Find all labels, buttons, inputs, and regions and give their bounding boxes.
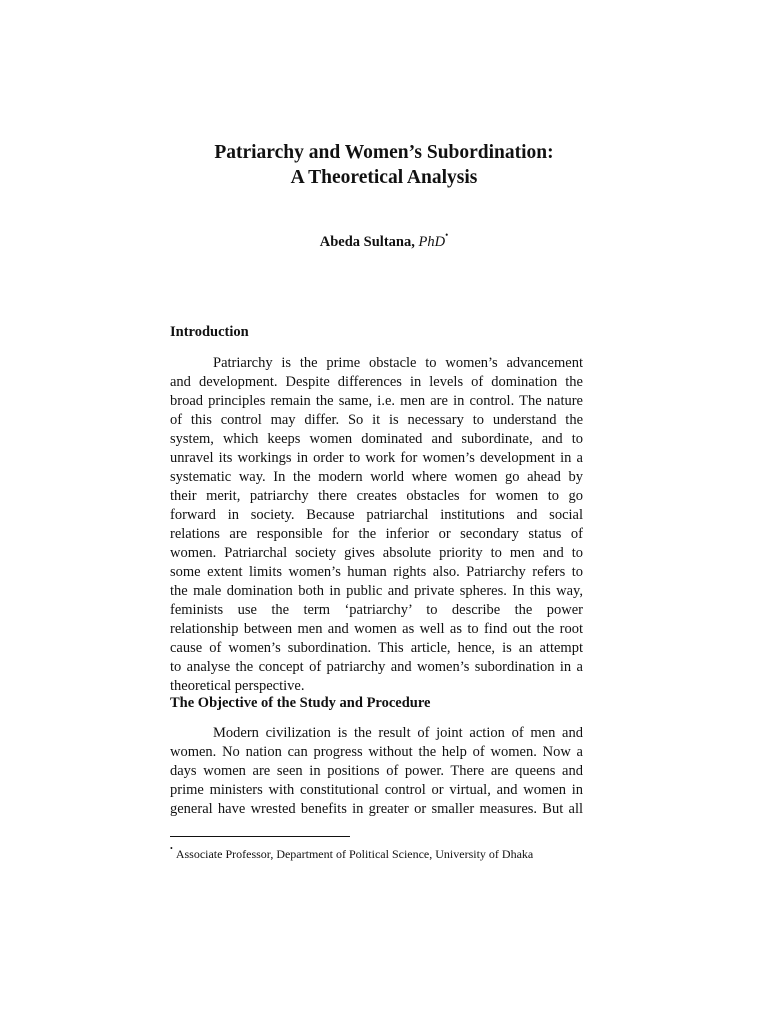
footnote-rule	[170, 836, 350, 837]
introduction-line: system, which keeps women dominated and subordinate, and to	[170, 431, 583, 447]
introduction-line: their merit, patriarchy there creates obstacles for women to go	[170, 488, 583, 504]
introduction-line: the male domination both in public and private spheres. In this way,	[170, 583, 583, 599]
paper-title	[0, 140, 768, 190]
introduction-heading: Introduction	[170, 324, 249, 340]
footnote-mark: •	[170, 844, 173, 853]
introduction-line: and development. Despite differences in levels of domination the	[170, 374, 583, 390]
author-name: Abeda Sultana,	[319, 233, 419, 250]
footnote-text: Associate Professor, Department of Political Science, University of Dhaka	[175, 847, 534, 861]
title-line-2: A Theoretical Analysis	[290, 167, 478, 188]
introduction-paragraph	[170, 354, 583, 696]
introduction-line: to analyse the concept of patriarchy and women’s subordination in a	[170, 659, 583, 675]
introduction-line: of this control may differ. So it is necessary to understand the	[170, 412, 583, 428]
title-line-1: Patriarchy and Women’s Subordination:	[214, 142, 554, 163]
introduction-line: broad principles remain the same, i.e. men are in control. The nature	[170, 393, 583, 409]
introduction-line: systematic way. In the modern world where women go ahead by	[170, 469, 583, 485]
introduction-line: cause of women’s subordination. This article, hence, is an attempt	[170, 640, 583, 656]
author-footnote-mark: •	[445, 230, 449, 240]
introduction-line: some extent limits women’s human rights also. Patriarchy refers to	[170, 564, 583, 580]
objective-paragraph	[170, 724, 583, 819]
introduction-line: women. Patriarchal society gives absolute priority to men and to	[170, 545, 583, 561]
introduction-line: unravel its workings in order to work for women’s development in a	[170, 450, 583, 466]
introduction-line: Patriarchy is the prime obstacle to women’s advancement	[213, 355, 583, 371]
introduction-line: feminists use the term ‘patriarchy’ to describe the power	[170, 602, 583, 618]
introduction-line: theoretical perspective.	[170, 678, 305, 694]
introduction-line: relations are responsible for the inferior or secondary status of	[170, 526, 583, 542]
introduction-line: relationship between men and women as well as to find out the root	[170, 621, 583, 637]
objective-line: women. No nation can progress without the help of women. Now a	[170, 744, 583, 760]
introduction-line: forward in society. Because patriarchal institutions and social	[170, 507, 583, 523]
objective-line: Modern civilization is the result of joint action of men and	[213, 725, 583, 741]
objective-heading: The Objective of the Study and Procedure	[170, 695, 431, 711]
footnote	[170, 846, 533, 862]
objective-line: prime ministers with constitutional control or virtual, and women in	[170, 782, 583, 798]
objective-line: days women are seen in positions of power. There are queens and	[170, 763, 583, 779]
author-degree: PhD	[418, 233, 446, 250]
author-line	[0, 232, 768, 251]
objective-line: general have wrested benefits in greater or smaller measures. But all	[170, 801, 583, 817]
